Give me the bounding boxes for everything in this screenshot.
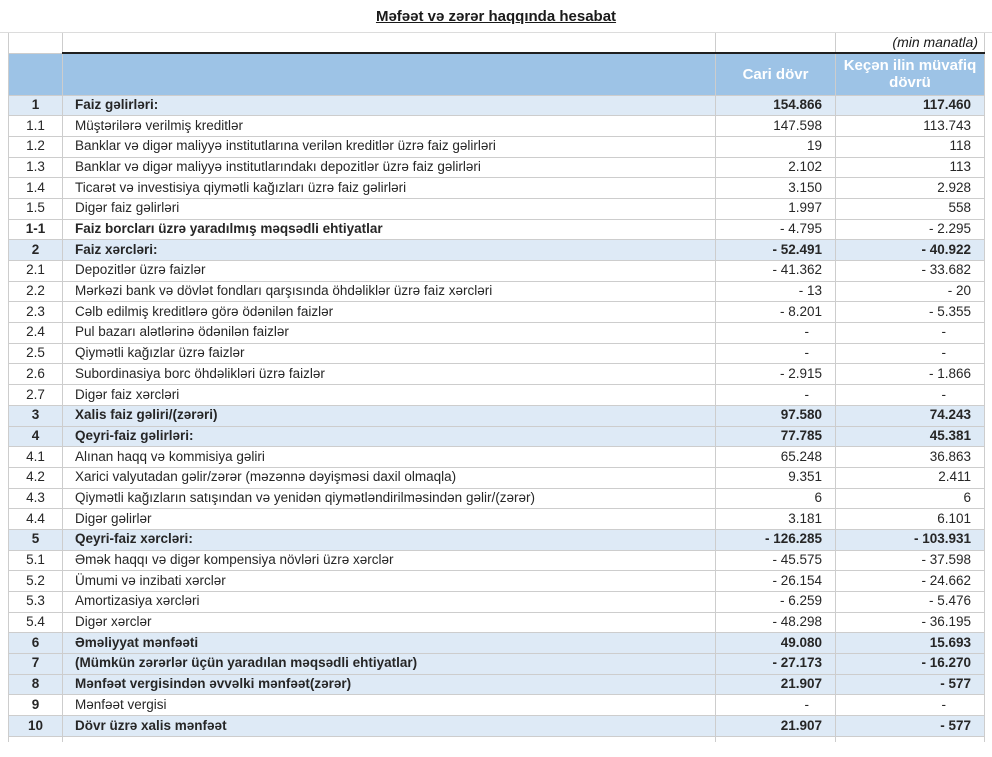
row-label-cell: Digər faiz gəlirləri: [63, 198, 716, 219]
empty-cell: [9, 33, 63, 53]
row-number-cell: 4.2: [9, 467, 63, 488]
empty-cell: [9, 736, 63, 742]
table-row: [9, 447, 985, 468]
previous-period-cell: -: [836, 385, 985, 406]
previous-period-cell: 74.243: [836, 405, 985, 426]
row-label-cell: Subordinasiya borc öhdəlikləri üzrə faizlər: [63, 364, 716, 385]
previous-period-cell: - 16.270: [836, 654, 985, 675]
current-period-cell: -: [716, 385, 836, 406]
current-period-cell: 97.580: [716, 405, 836, 426]
row-number-cell: 5.1: [9, 550, 63, 571]
current-period-cell: -: [716, 695, 836, 716]
current-period-cell: - 13: [716, 281, 836, 302]
row-label-cell: Xalis faiz gəliri/(zərəri): [63, 405, 716, 426]
previous-period-cell: - 24.662: [836, 571, 985, 592]
row-number-cell: 2.7: [9, 385, 63, 406]
pl-table-filler: [9, 736, 985, 742]
previous-period-cell: 558: [836, 198, 985, 219]
row-number-cell: 2.2: [9, 281, 63, 302]
current-period-cell: - 6.259: [716, 592, 836, 613]
row-label-cell: Qiymətli kağızların satışından və yenidən qiymətləndirilməsindən gəlir/(zərər): [63, 488, 716, 509]
current-period-cell: - 26.154: [716, 571, 836, 592]
current-period-cell: 3.150: [716, 178, 836, 199]
table-row: [9, 612, 985, 633]
previous-period-cell: 117.460: [836, 95, 985, 116]
current-period-cell: 2.102: [716, 157, 836, 178]
table-row: [9, 509, 985, 530]
previous-period-cell: - 40.922: [836, 240, 985, 261]
row-number-cell: 2.1: [9, 261, 63, 282]
previous-period-cell: - 2.295: [836, 219, 985, 240]
row-number-cell: 1-1: [9, 219, 63, 240]
current-period-cell: - 52.491: [716, 240, 836, 261]
row-number-cell: 1.2: [9, 136, 63, 157]
empty-header-cell: [9, 53, 63, 95]
row-label-cell: Alınan haqq və kommisiya gəliri: [63, 447, 716, 468]
current-period-cell: -: [716, 343, 836, 364]
table-row: [9, 529, 985, 550]
previous-period-cell: 113.743: [836, 116, 985, 137]
row-label-cell: Digər xərclər: [63, 612, 716, 633]
row-number-cell: 4: [9, 426, 63, 447]
row-label-cell: Qeyri-faiz gəlirləri:: [63, 426, 716, 447]
current-period-cell: 6: [716, 488, 836, 509]
row-number-cell: 1.3: [9, 157, 63, 178]
filler-row: [9, 736, 985, 742]
current-period-cell: - 45.575: [716, 550, 836, 571]
row-number-cell: 1.4: [9, 178, 63, 199]
row-number-cell: 1.1: [9, 116, 63, 137]
row-label-cell: Müştərilərə verilmiş kreditlər: [63, 116, 716, 137]
table-row: [9, 198, 985, 219]
row-label-cell: Digər faiz xərcləri: [63, 385, 716, 406]
row-label-cell: Pul bazarı alətlərinə ödənilən faizlər: [63, 323, 716, 344]
previous-period-cell: 118: [836, 136, 985, 157]
table-row: [9, 571, 985, 592]
previous-period-cell: - 577: [836, 674, 985, 695]
previous-period-cell: 6.101: [836, 509, 985, 530]
previous-period-cell: 113: [836, 157, 985, 178]
row-number-cell: 2.5: [9, 343, 63, 364]
current-period-cell: 1.997: [716, 198, 836, 219]
row-label-cell: Cəlb edilmiş kreditlərə görə ödənilən faizlər: [63, 302, 716, 323]
row-number-cell: 1: [9, 95, 63, 116]
previous-period-cell: -: [836, 695, 985, 716]
current-period-cell: 49.080: [716, 633, 836, 654]
table-row: [9, 405, 985, 426]
previous-period-cell: 6: [836, 488, 985, 509]
table-row: [9, 219, 985, 240]
pl-table-body: [9, 95, 985, 736]
table-row: [9, 488, 985, 509]
row-label-cell: Faiz gəlirləri:: [63, 95, 716, 116]
row-label-cell: Qiymətli kağızlar üzrə faizlər: [63, 343, 716, 364]
title-row: [0, 0, 992, 33]
previous-period-cell: 36.863: [836, 447, 985, 468]
pl-table-head: [9, 33, 985, 95]
row-label-cell: Mərkəzi bank və dövlət fondları qarşısında öhdəliklər üzrə faiz xərcləri: [63, 281, 716, 302]
row-number-cell: 5.4: [9, 612, 63, 633]
previous-period-cell: - 33.682: [836, 261, 985, 282]
row-number-cell: 5.3: [9, 592, 63, 613]
current-period-cell: - 2.915: [716, 364, 836, 385]
current-period-cell: 154.866: [716, 95, 836, 116]
row-label-cell: Mənfəət vergisi: [63, 695, 716, 716]
current-period-cell: 21.907: [716, 674, 836, 695]
row-label-cell: Faiz xərcləri:: [63, 240, 716, 261]
previous-period-cell: - 103.931: [836, 529, 985, 550]
unit-note-row: [9, 33, 985, 53]
table-row: [9, 281, 985, 302]
row-label-cell: Dövr üzrə xalis mənfəət: [63, 716, 716, 737]
current-period-cell: - 27.173: [716, 654, 836, 675]
table-row: [9, 426, 985, 447]
row-label-cell: Qeyri-faiz xərcləri:: [63, 529, 716, 550]
row-number-cell: 4.3: [9, 488, 63, 509]
row-number-cell: 10: [9, 716, 63, 737]
previous-period-cell: - 20: [836, 281, 985, 302]
empty-cell: [716, 736, 836, 742]
row-label-cell: Banklar və digər maliyyə institutlarına verilən kreditlər üzrə faiz gəlirləri: [63, 136, 716, 157]
table-row: [9, 178, 985, 199]
current-period-cell: 21.907: [716, 716, 836, 737]
row-number-cell: 2.6: [9, 364, 63, 385]
previous-period-cell: - 36.195: [836, 612, 985, 633]
table-row: [9, 116, 985, 137]
table-row: [9, 654, 985, 675]
column-header-row: [9, 53, 985, 95]
previous-period-cell: 45.381: [836, 426, 985, 447]
table-row: [9, 716, 985, 737]
previous-period-cell: - 5.476: [836, 592, 985, 613]
previous-period-cell: - 5.355: [836, 302, 985, 323]
table-row: [9, 550, 985, 571]
unit-note: (min manatla): [836, 33, 985, 53]
table-row: [9, 674, 985, 695]
previous-period-cell: -: [836, 323, 985, 344]
table-row: [9, 385, 985, 406]
row-number-cell: 9: [9, 695, 63, 716]
empty-cell: [63, 736, 716, 742]
row-label-cell: Əmək haqqı və digər kompensiya növləri üzrə xərclər: [63, 550, 716, 571]
row-label-cell: Ticarət və investisiya qiymətli kağızları üzrə faiz gəlirləri: [63, 178, 716, 199]
table-row: [9, 467, 985, 488]
row-number-cell: 5.2: [9, 571, 63, 592]
row-label-cell: (Mümkün zərərlər üçün yaradılan məqsədli ehtiyatlar): [63, 654, 716, 675]
previous-period-cell: - 1.866: [836, 364, 985, 385]
row-number-cell: 2.4: [9, 323, 63, 344]
pl-table: [8, 33, 985, 742]
row-number-cell: 8: [9, 674, 63, 695]
empty-cell: [836, 736, 985, 742]
previous-period-cell: -: [836, 343, 985, 364]
row-label-cell: Banklar və digər maliyyə institutlarındakı depozitlər üzrə faiz gəlirləri: [63, 157, 716, 178]
row-label-cell: Xarici valyutadan gəlir/zərər (məzənnə dəyişməsi daxil olmaqla): [63, 467, 716, 488]
row-label-cell: Mənfəət vergisindən əvvəlki mənfəət(zərər): [63, 674, 716, 695]
row-number-cell: 4.1: [9, 447, 63, 468]
row-label-cell: Depozitlər üzrə faizlər: [63, 261, 716, 282]
current-period-cell: 147.598: [716, 116, 836, 137]
row-number-cell: 5: [9, 529, 63, 550]
previous-period-cell: 2.928: [836, 178, 985, 199]
row-label-cell: Faiz borcları üzrə yaradılmış məqsədli ehtiyatlar: [63, 219, 716, 240]
current-period-cell: 3.181: [716, 509, 836, 530]
current-period-cell: 65.248: [716, 447, 836, 468]
current-period-cell: - 126.285: [716, 529, 836, 550]
current-period-cell: - 41.362: [716, 261, 836, 282]
previous-period-cell: 15.693: [836, 633, 985, 654]
current-period-cell: - 48.298: [716, 612, 836, 633]
row-label-cell: Amortizasiya xərcləri: [63, 592, 716, 613]
table-row: [9, 323, 985, 344]
table-row: [9, 633, 985, 654]
current-period-cell: 19: [716, 136, 836, 157]
table-row: [9, 240, 985, 261]
row-label-cell: Əməliyyat mənfəəti: [63, 633, 716, 654]
current-period-cell: -: [716, 323, 836, 344]
row-number-cell: 2: [9, 240, 63, 261]
row-number-cell: 6: [9, 633, 63, 654]
col-header-previous-period: Keçən ilin müvafiq dövrü: [836, 53, 985, 95]
empty-cell: [63, 33, 716, 53]
row-number-cell: 4.4: [9, 509, 63, 530]
table-row: [9, 95, 985, 116]
previous-period-cell: - 577: [836, 716, 985, 737]
previous-period-cell: 2.411: [836, 467, 985, 488]
empty-header-cell: [63, 53, 716, 95]
current-period-cell: - 8.201: [716, 302, 836, 323]
table-row: [9, 261, 985, 282]
previous-period-cell: - 37.598: [836, 550, 985, 571]
row-label-cell: Ümumi və inzibati xərclər: [63, 571, 716, 592]
table-row: [9, 343, 985, 364]
current-period-cell: 9.351: [716, 467, 836, 488]
row-number-cell: 3: [9, 405, 63, 426]
table-row: [9, 157, 985, 178]
table-row: [9, 364, 985, 385]
table-row: [9, 136, 985, 157]
report-title: Məfəət və zərər haqqında hesabat: [375, 7, 617, 25]
table-row: [9, 592, 985, 613]
current-period-cell: 77.785: [716, 426, 836, 447]
table-row: [9, 302, 985, 323]
table-row: [9, 695, 985, 716]
col-header-current-period: Cari dövr: [716, 53, 836, 95]
row-label-cell: Digər gəlirlər: [63, 509, 716, 530]
row-number-cell: 2.3: [9, 302, 63, 323]
empty-cell: [716, 33, 836, 53]
row-number-cell: 7: [9, 654, 63, 675]
current-period-cell: - 4.795: [716, 219, 836, 240]
row-number-cell: 1.5: [9, 198, 63, 219]
